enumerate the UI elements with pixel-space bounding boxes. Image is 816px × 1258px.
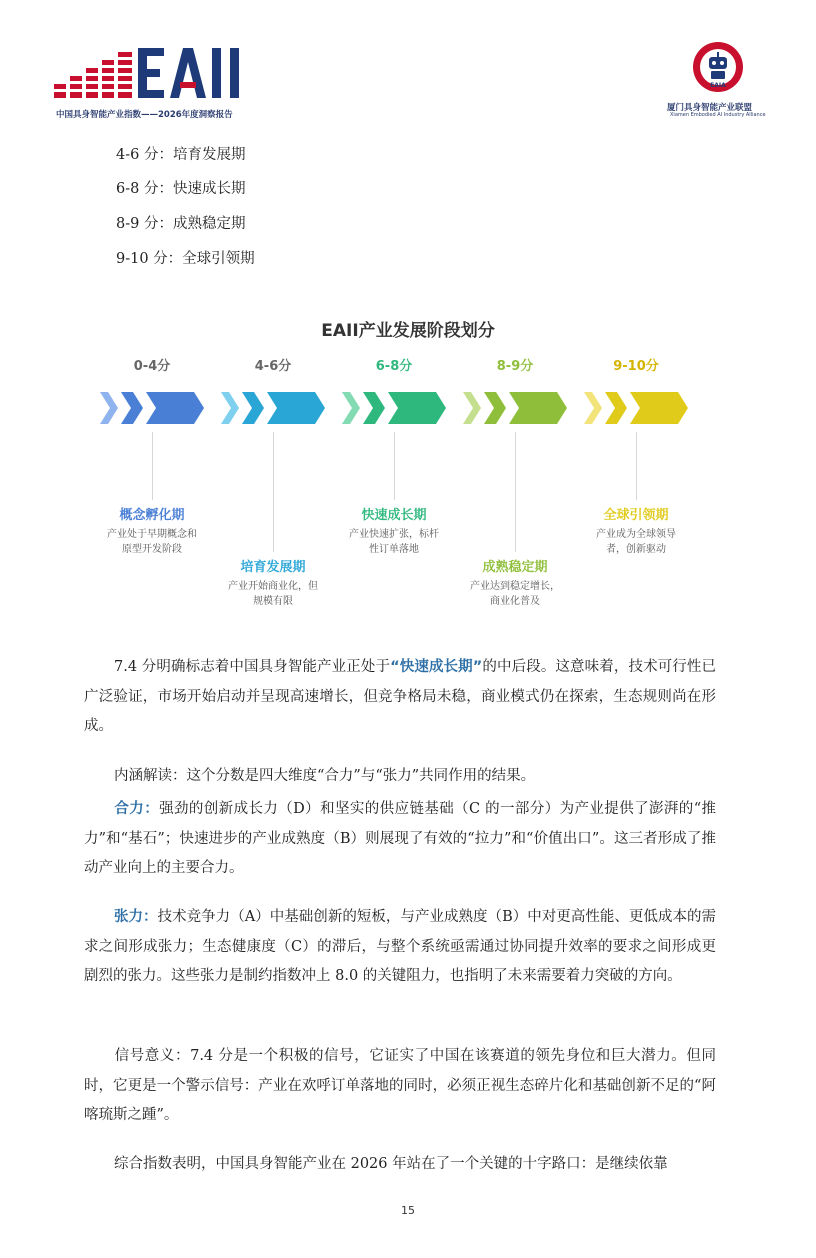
stage-chevron-large: [146, 392, 204, 424]
stage-name: 快速成长期: [361, 508, 427, 523]
stage-chevron-small: [584, 392, 602, 424]
stage-name: 全球引领期: [603, 508, 669, 523]
alliance-name-en: Xiamen Embodied AI Industry Alliance: [670, 112, 766, 118]
stage-chevron-large: [267, 392, 325, 424]
stage-range-label: 9-10分: [613, 359, 659, 374]
paragraph-lead: 合力：: [114, 801, 160, 817]
stage-description: 产业处于早期概念和 原型开发阶段: [107, 529, 197, 555]
stage-arrows: [100, 388, 700, 428]
eaii-logo-letters: [138, 48, 239, 98]
stage-range-label: 6-8分: [375, 359, 413, 374]
eaia-badge-text: EAIA: [710, 82, 726, 89]
stage-chevron-small: [342, 392, 360, 424]
stage-range-label: 4-6分: [254, 359, 292, 374]
paragraph: 张力：技术竞争力（A）中基础创新的短板，与产业成熟度（B）中对更高性能、更低成本的需求之间形成张力；生态健康度（C）的滞后，与整个系统亟需通过协同提升效率的要求之间形成更剧烈的张力。这些张力是制约指数冲上 8.0 的关键阻力，也指明了未来需要着力突破的方向。: [84, 909, 717, 984]
stage-description: 产业达到稳定增长， 商业化普及: [470, 581, 560, 607]
stage-description: 产业开始商业化，但 规模有限: [228, 581, 318, 607]
paragraph: 7.4 分明确标志着中国具身智能产业正处于“快速成长期”的中后段。这意味着，技术可行性已广泛验证，市场开始启动并呈现高速增长，但竞争格局未稳，商业模式仍在探索，生态规则尚在形成。: [84, 659, 717, 734]
stage-line: 9-10 分：全球引领期: [116, 251, 255, 267]
stage-chevron-medium: [363, 392, 385, 424]
stage-name: 成熟稳定期: [482, 560, 548, 575]
paragraph: 综合指数表明，中国具身智能产业在 2026 年站在了一个关键的十字路口：是继续依靠: [114, 1156, 668, 1172]
stage-connector: [394, 432, 395, 500]
stage-chevron-small: [463, 392, 481, 424]
stage-connector: [273, 432, 274, 552]
eaii-logo-red-bars: [54, 52, 132, 98]
stage-line: 4-6 分：培育发展期: [116, 147, 246, 163]
stage-chevron-medium: [605, 392, 627, 424]
eaii-logo-a-accent: [180, 82, 196, 88]
stage-description: 产业成为全球领导 者，创新驱动: [596, 529, 676, 555]
stage-connector: [515, 432, 516, 552]
stage-name: 培育发展期: [240, 560, 306, 575]
paragraph: 合力：强劲的创新成长力（D）和坚实的供应链基础（C 的一部分）为产业提供了澎湃的“推力”和“基石”；快速进步的产业成熟度（B）则展现了有效的“拉力”和“价值出口”。这三者形成了推动产业向上的主要合力。: [84, 801, 716, 876]
stage-chevron-large: [630, 392, 688, 424]
stage-line: 6-8 分：快速成长期: [116, 181, 246, 197]
diagram-title: EAII产业发展阶段划分: [321, 321, 495, 341]
stage-chevron-medium: [242, 392, 264, 424]
stage-range-label: 0-4分: [133, 359, 171, 374]
report-subtitle: 中国具身智能产业指数——2026年度洞察报告: [56, 110, 233, 120]
stage-chevron-medium: [484, 392, 506, 424]
stage-range-label: 8-9分: [496, 359, 534, 374]
stage-line: 8-9 分：成熟稳定期: [116, 216, 246, 232]
stage-description: 产业快速扩张，标杆 性订单落地: [349, 529, 439, 555]
stage-name: 概念孵化期: [119, 508, 185, 523]
stage-chevron-large: [509, 392, 567, 424]
stage-chevron-small: [100, 392, 118, 424]
stage-connector: [152, 432, 153, 500]
stage-chevron-medium: [121, 392, 143, 424]
paragraph-lead: 张力：: [114, 909, 158, 925]
eaia-logo: [688, 40, 748, 98]
page-number: 15: [401, 1204, 415, 1217]
paragraph: 内涵解读：这个分数是四大维度“合力”与“张力”共同作用的结果。: [114, 768, 536, 784]
alliance-name: 厦门具身智能产业联盟: [667, 103, 753, 113]
stage-chevron-small: [221, 392, 239, 424]
stage-chevron-large: [388, 392, 446, 424]
paragraph: 信号意义：7.4 分是一个积极的信号，它证实了中国在该赛道的领先身位和巨大潜力。但同时，它更是一个警示信号：产业在欢呼订单落地的同时，必须正视生态碎片化和基础创新不足的“阿喀琉斯之踵”。: [84, 1048, 716, 1123]
highlight-term: “快速成长期”: [390, 659, 483, 675]
stage-connector: [636, 432, 637, 500]
